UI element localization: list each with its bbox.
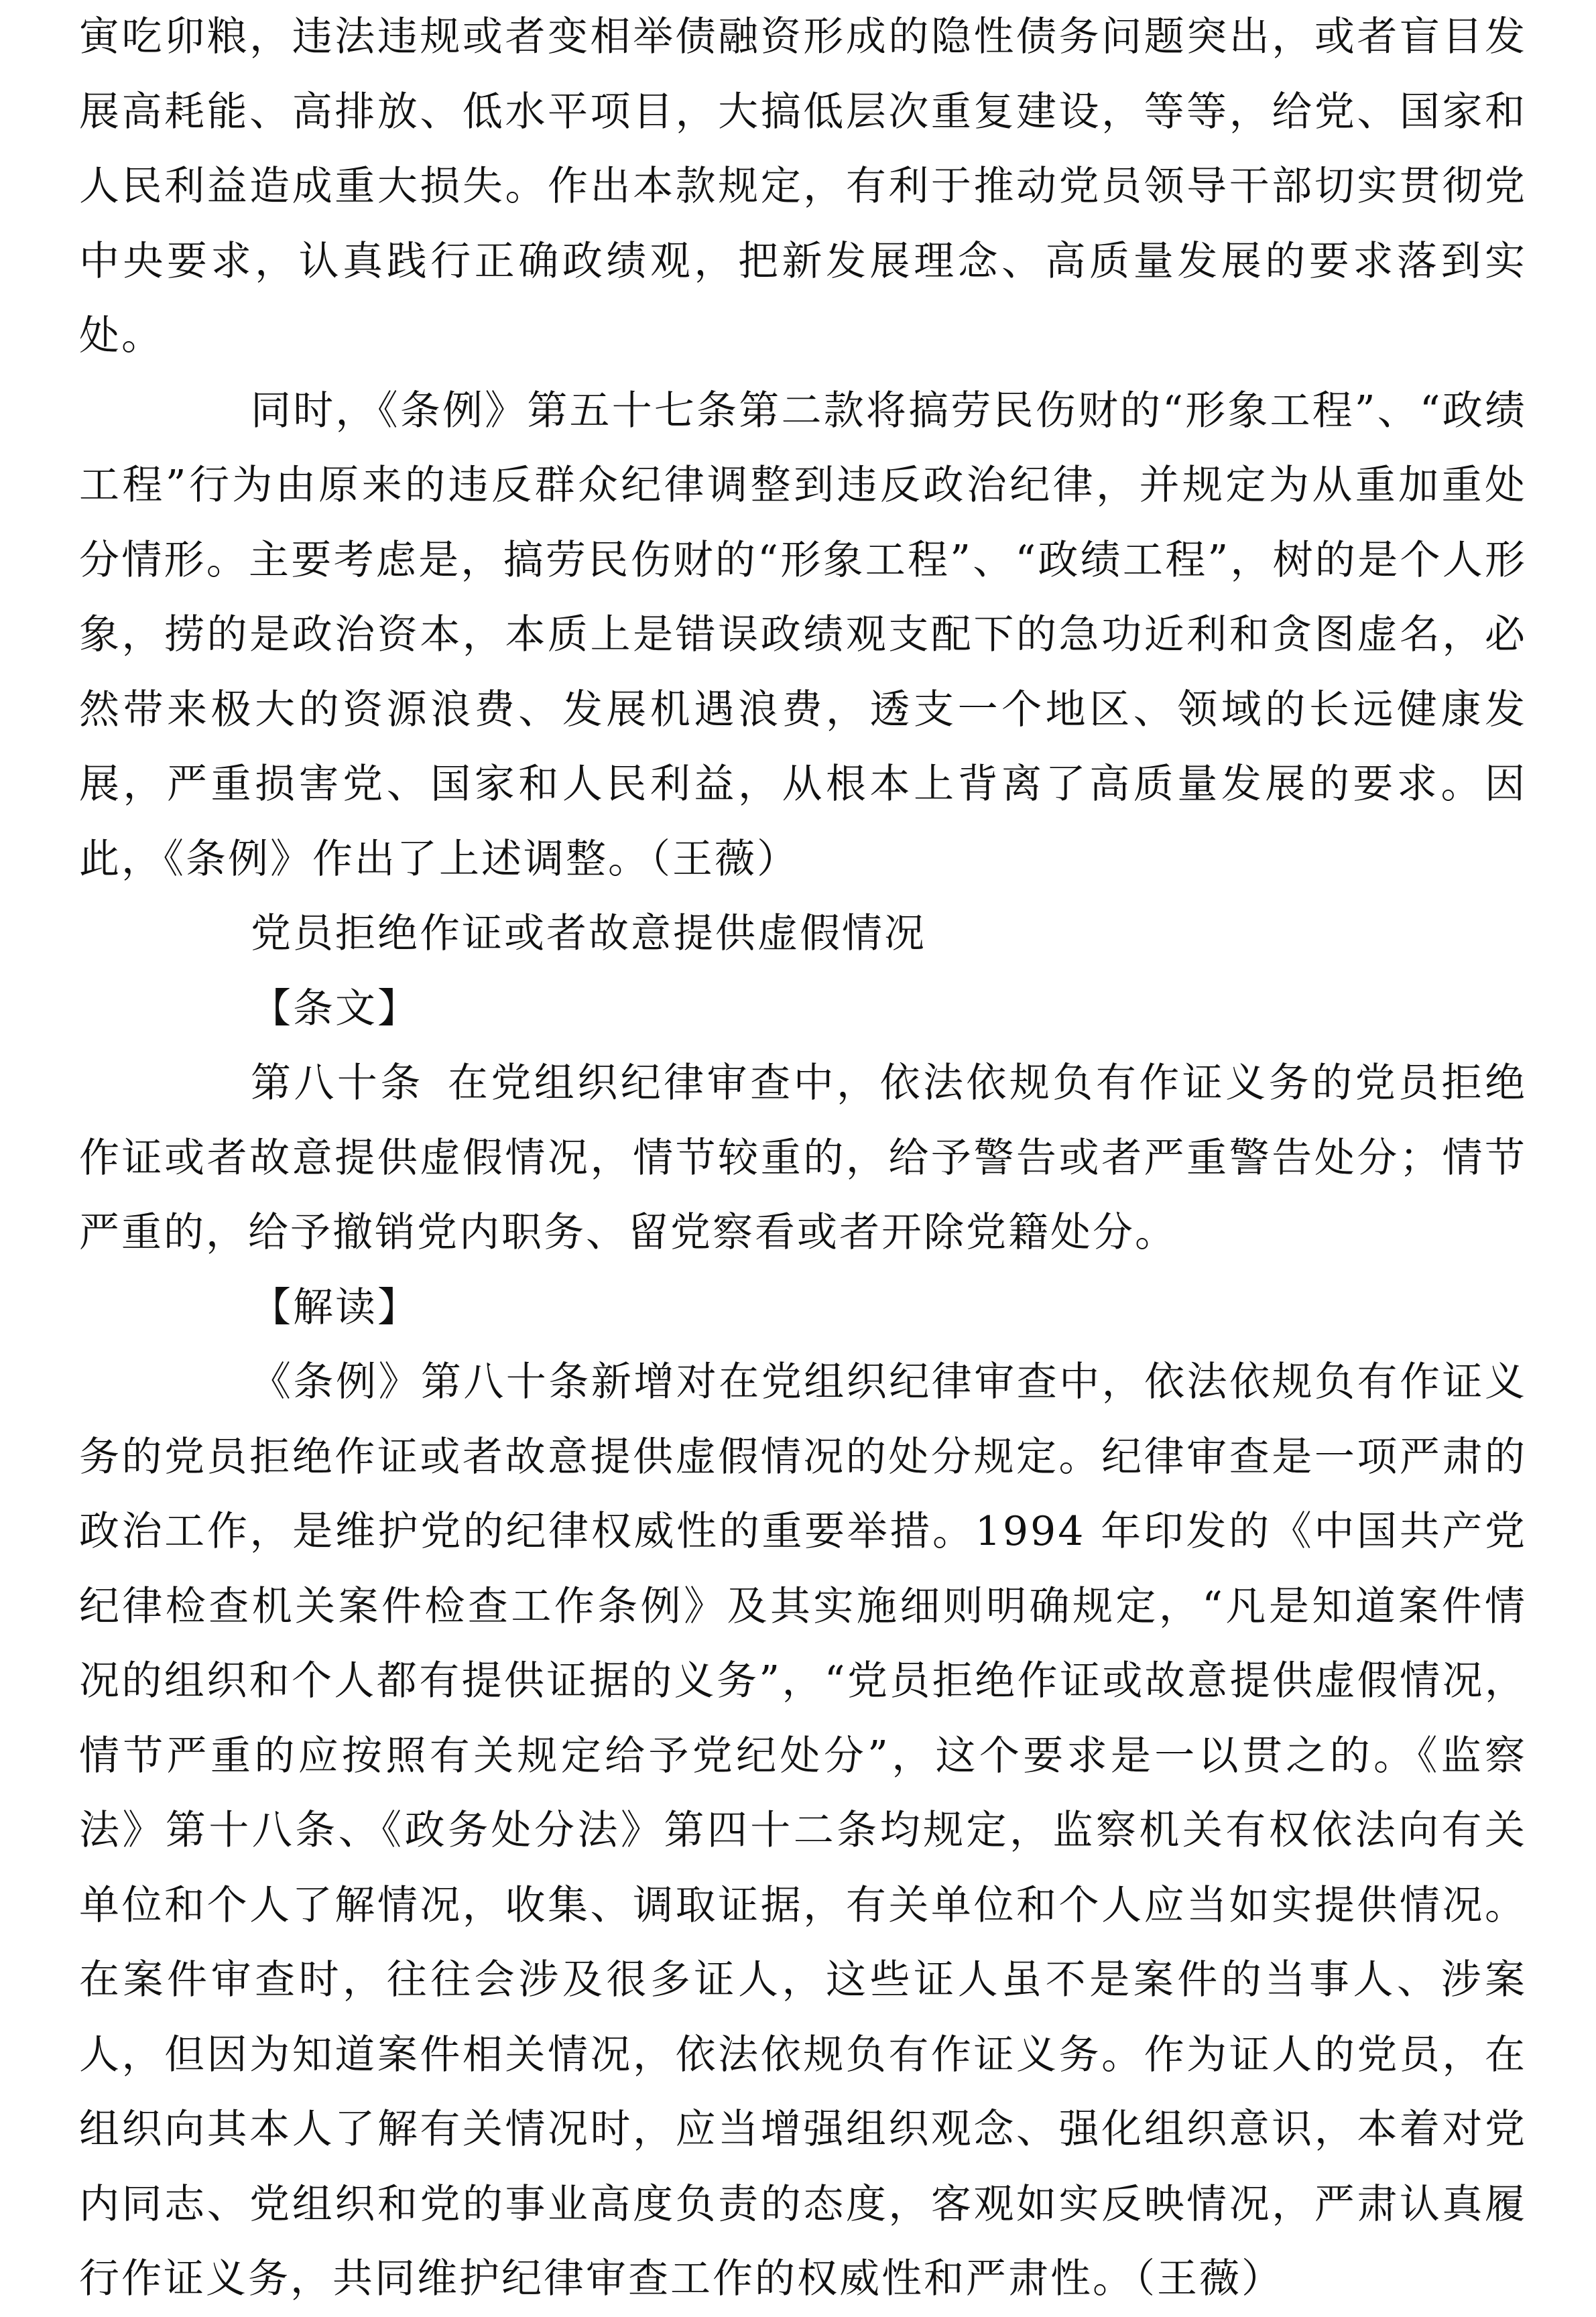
paragraph-continuation: 寅吃卯粮，违法违规或者变相举债融资形成的隐性债务问题突出，或者盲目发展高耗能、高排放、低水平项目，大搞低层次重复建设，等等，给党、国家和人民利益造成重大损失。作出本款规定，有利于推动党员领导干部切实贯彻党中央要求，认真践行正确政绩观，把新发展理念、高质量发展的要求落到实处。 — [79, 13, 1527, 359]
interpretation-paragraph: 《条例》第八十条新增对在党组织纪律审查中，依法依规负有作证义务的党员拒绝作证或者故意提供虚假情况的处分规定。纪律审查是一项严肃的政治工作，是维护党的纪律权威性的重要举措。1994 年印发的《中国共产党纪律检查机关案件检查工作条例》及其实施细则明确规定，“凡是知道案件情况的组织和个人都有提供证据的义务”，“党员拒绝作证或故意提供虚假情况，情节严重的应按照有关规定给予党纪处分”，这个要求是一以贯之的。《监察法》第十八条、《政务处分法》第四十二条均规定，监察机关有权依法向有关单位和个人了解情况，收集、调取证据，有关单位和个人应当如实提供情况。在案件审查时，往往会涉及很多证人，这些证人虽不是案件的当事人、涉案人，但因为知道案件相关情况，依法依规负有作证义务。作为证人的党员，在组织向其本人了解有关情况时，应当增强组织观念、强化组织意识，本着对党内同志、党组织和党的事业高度负责的态度，客观如实反映情况，严肃认真履行作证义务，共同维护纪律审查工作的权威性和严肃性。（王薇） — [79, 1359, 1527, 2302]
article-number: 第八十条 — [251, 1060, 424, 1107]
article-paragraph — [79, 1046, 1527, 1271]
tiaowen-label: 【条文】 — [251, 985, 420, 1032]
section-title: 党员拒绝作证或者故意提供虚假情况 — [251, 910, 926, 957]
document-page — [79, 0, 1527, 2317]
jiedu-label: 【解读】 — [251, 1283, 420, 1331]
paragraph-adjustment: 同时，《条例》第五十七条第二款将搞劳民伤财的“形象工程”、“政绩工程”行为由原来的违反群众纪律调整到违反政治纪律，并规定为从重加重处分情形。主要考虑是，搞劳民伤财的“形象工程”、“政绩工程”，树的是个人形象，捞的是政治资本，本质上是错误政绩观支配下的急功近利和贪图虚名，必然带来极大的资源浪费、发展机遇浪费，透支一个地区、领域的长远健康发展，严重损害党、国家和人民利益，从根本上背离了高质量发展的要求。因此，《条例》作出了上述调整。（王薇） — [79, 387, 1527, 883]
article-text: 在党组织纪律审查中，依法依规负有作证义务的党员拒绝作证或者故意提供虚假情况，情节较重的，给予警告或者严重警告处分；情节严重的，给予撤销党内职务、留党察看或者开除党籍处分。 — [79, 1060, 1528, 1256]
